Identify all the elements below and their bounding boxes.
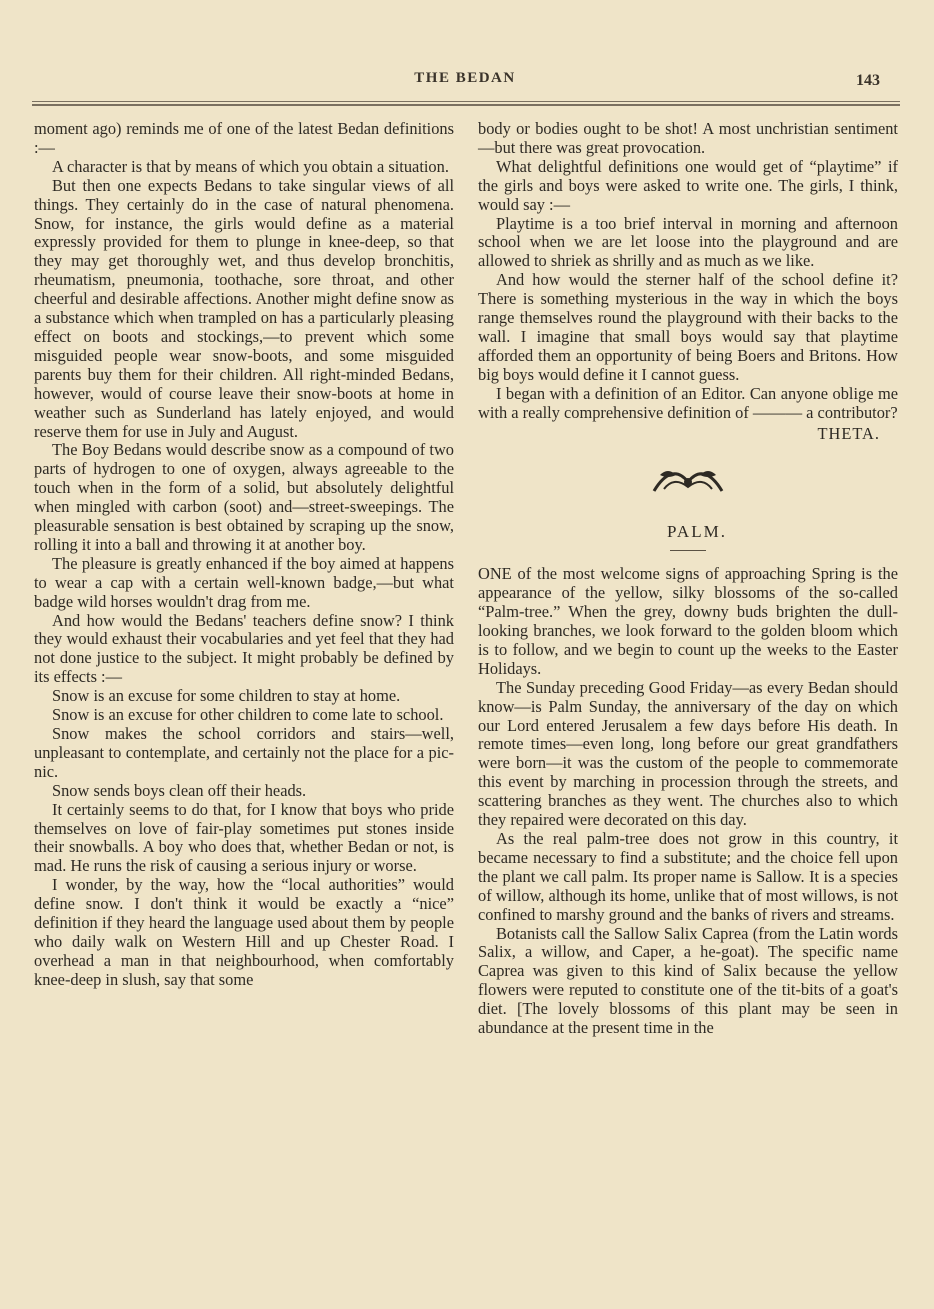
paragraph: But then one expects Bedans to take singular views of all things. They certainly do in the case of natural phenomena. Snow, for instance, the girls would define as a material expressly provided for them to plunge in knee-deep, so that they may get thoroughly wet, and thus develop bronchitis, rheumatism, pneumonia, toothache, sore throat, and other cheerful and desirable affections. Another might define snow as a substance which when trampled on has a particularly pleasing effect on boots and stockings,—to prevent which some misguided people wear snow-boots, and some misguided parents buy them for their children. All right-minded Bedans, however, would of course leave their snow-boots at home in weather such as Sunderland has lately enjoyed, and would reserve them for use in July and August. — [34, 175, 454, 441]
paragraph: The Boy Bedans would describe snow as a compound of two parts of hydrogen to one of oxygen, always agreeable to the touch when in the form of a solid, but absolutely delightful when mingled with carbon (soot) and—street-sweepings. The pleasurable sensation is best obtained by scraping up the snow, rolling it into a ball and throwing it at another boy. — [34, 440, 454, 554]
left-column — [34, 120, 454, 990]
paragraph: body or bodies ought to be shot! A most unchristian sentiment—but there was great provocation. — [478, 119, 898, 157]
paragraph: I wonder, by the way, how the “local authorities” would define snow. I don't think it would be exactly a “nice” definition if they heard the language used about them by people who daily walk on Western Hill and up Chester Road. I overhead a man in that neighbourhood, when comfortably knee-deep in slush, say that some — [34, 875, 454, 989]
paragraph: Playtime is a too brief interval in morning and afternoon school when we are let loose into the playground and are allowed to shriek as shrilly and as much as we like. — [478, 213, 898, 271]
running-title: THE BEDAN — [414, 70, 516, 86]
section-title: PALM. — [667, 522, 727, 542]
floral-ornament-icon — [478, 465, 898, 499]
paragraph: Snow makes the school corridors and stairs—well, unpleasant to contemplate, and certainly not the place for a pic-nic. — [34, 724, 454, 781]
paragraph: Snow is an excuse for other children to come late to school. — [52, 705, 444, 725]
author-signature: THETA. — [817, 423, 880, 443]
right-column — [478, 120, 898, 1038]
paragraph: The pleasure is greatly enhanced if the boy aimed at happens to wear a cap with a certain well-known badge,—but what badge wild horses wouldn't drag from me. — [34, 553, 454, 611]
title-rule — [670, 550, 706, 551]
page-header — [30, 70, 900, 92]
paragraph: What delightful definitions one would get of “playtime” if the girls and boys were asked to write one. The girls, I think, would say :— — [478, 156, 898, 214]
paragraph: And how would the sterner half of the school define it? There is something mysterious in the way in which the boys range themselves round the playground with their backs to the wall. I imagine that small boys would say that playtime afforded them an opportunity of being Boers and Britons. How big boys would define it I cannot guess. — [478, 270, 898, 384]
paragraph: moment ago) reminds me of one of the latest Bedan definitions :— — [34, 119, 454, 157]
paragraph: And how would the Bedans' teachers define snow? I think they would exhaust their vocabularies and yet feel that they had not done justice to the subject. It might probably be defined by its effects :— — [34, 610, 454, 687]
paragraph: A character is that by means of which you obtain a situation. — [52, 156, 449, 176]
header-rule — [32, 101, 900, 102]
page-number: 143 — [856, 72, 880, 89]
header-rule-double — [32, 104, 900, 106]
paragraph: I began with a definition of an Editor. Can anyone oblige me with a really comprehensive definition of ——— a contributor? — [478, 383, 898, 422]
paragraph: It certainly seems to do that, for I know that boys who pride themselves on love of fair-play sometimes put stones inside their snowballs. A boy who does that, whether Bedan or not, is mad. He runs the risk of causing a serious injury or worse. — [34, 799, 454, 876]
paragraph: As the real palm-tree does not grow in this country, it became necessary to find a substitute; and the choice fell upon the plant we call palm. Its proper name is Sallow. It is a species of willow, although its home, unlike that of most willows, is not confined to marshy ground and the banks of rivers and streams. — [478, 829, 898, 924]
paragraph: Snow is an excuse for some children to stay at home. — [52, 686, 401, 706]
paragraph: The Sunday preceding Good Friday—as every Bedan should know—is Palm Sunday, the anniversary of the day on which our Lord entered Jerusalem a few days before His death. In remote times—even long, long before our great grandfathers were born—it was the custom of the people to commemorate this event by marching in procession through the streets, and scattering branches as they went. The churches also to which they repaired were decorated on this day. — [478, 677, 898, 830]
paragraph: Botanists call the Sallow Salix Caprea (from the Latin words Salix, a willow, and Caper, a he-goat). The specific name Caprea was given to this kind of Salix because the yellow flowers were reputed to constitute one of the tit-bits of a goat's diet. [The lovely blossoms of this plant may be seen in abundance at the present time in the — [478, 923, 898, 1038]
paragraph: Snow sends boys clean off their heads. — [52, 780, 307, 800]
paragraph: ONE of the most welcome signs of approaching Spring is the appearance of the yellow, silky blossoms of the so-called “Palm-tree.” When the grey, downy buds brighten the dull-looking branches, we look forward to the golden bloom which is to follow, and we begin to count up the weeks to the Easter Holidays. — [478, 564, 898, 678]
